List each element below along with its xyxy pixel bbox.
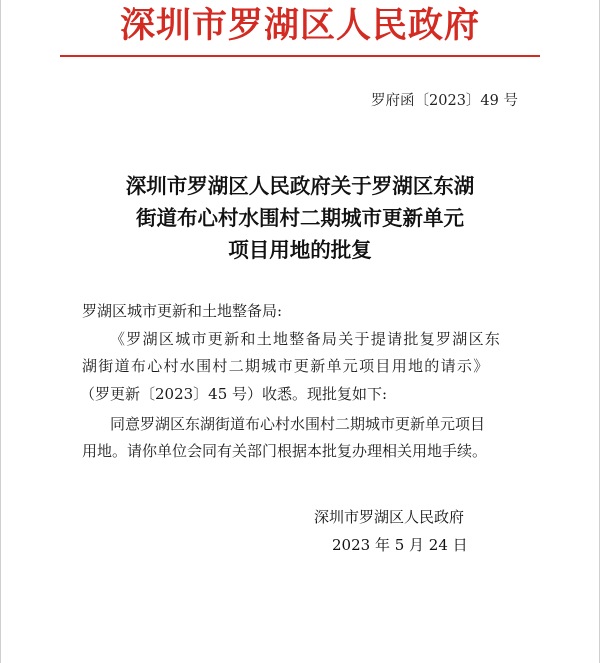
masthead-red-rule (60, 55, 540, 57)
document-title (0, 170, 600, 266)
paragraph-2-line-2: 用地。请你单位会同有关部门根据本批复办理相关用地手续。 (82, 442, 488, 460)
title-line-1: 深圳市罗湖区人民政府关于罗湖区东湖 (125, 174, 475, 198)
signature-issuer: 深圳市罗湖区人民政府 (314, 508, 465, 526)
document-number: 罗府函〔2023〕49 号 (371, 93, 518, 109)
title-line-2: 街道布心村水围村二期城市更新单元 (136, 206, 464, 230)
masthead-title: 深圳市罗湖区人民政府 (119, 5, 480, 46)
paragraph-1-line-1: 《罗湖区城市更新和土地整备局关于提请批复罗湖区东 (110, 330, 502, 348)
paragraph-1-line-2: 湖街道布心村水围村二期城市更新单元项目用地的请示》 (82, 357, 490, 375)
page-border-left (0, 0, 1, 663)
signature-date: 2023 年 5 月 24 日 (332, 536, 468, 554)
paragraph-1-line-3: （罗更新〔2023〕45 号）收悉。现批复如下: (80, 385, 388, 403)
addressee: 罗湖区城市更新和土地整备局: (82, 302, 283, 320)
paragraph-2-line-1: 同意罗湖区东湖街道布心村水围村二期城市更新单元项目 (110, 415, 486, 433)
title-line-3: 项目用地的批复 (228, 238, 372, 262)
